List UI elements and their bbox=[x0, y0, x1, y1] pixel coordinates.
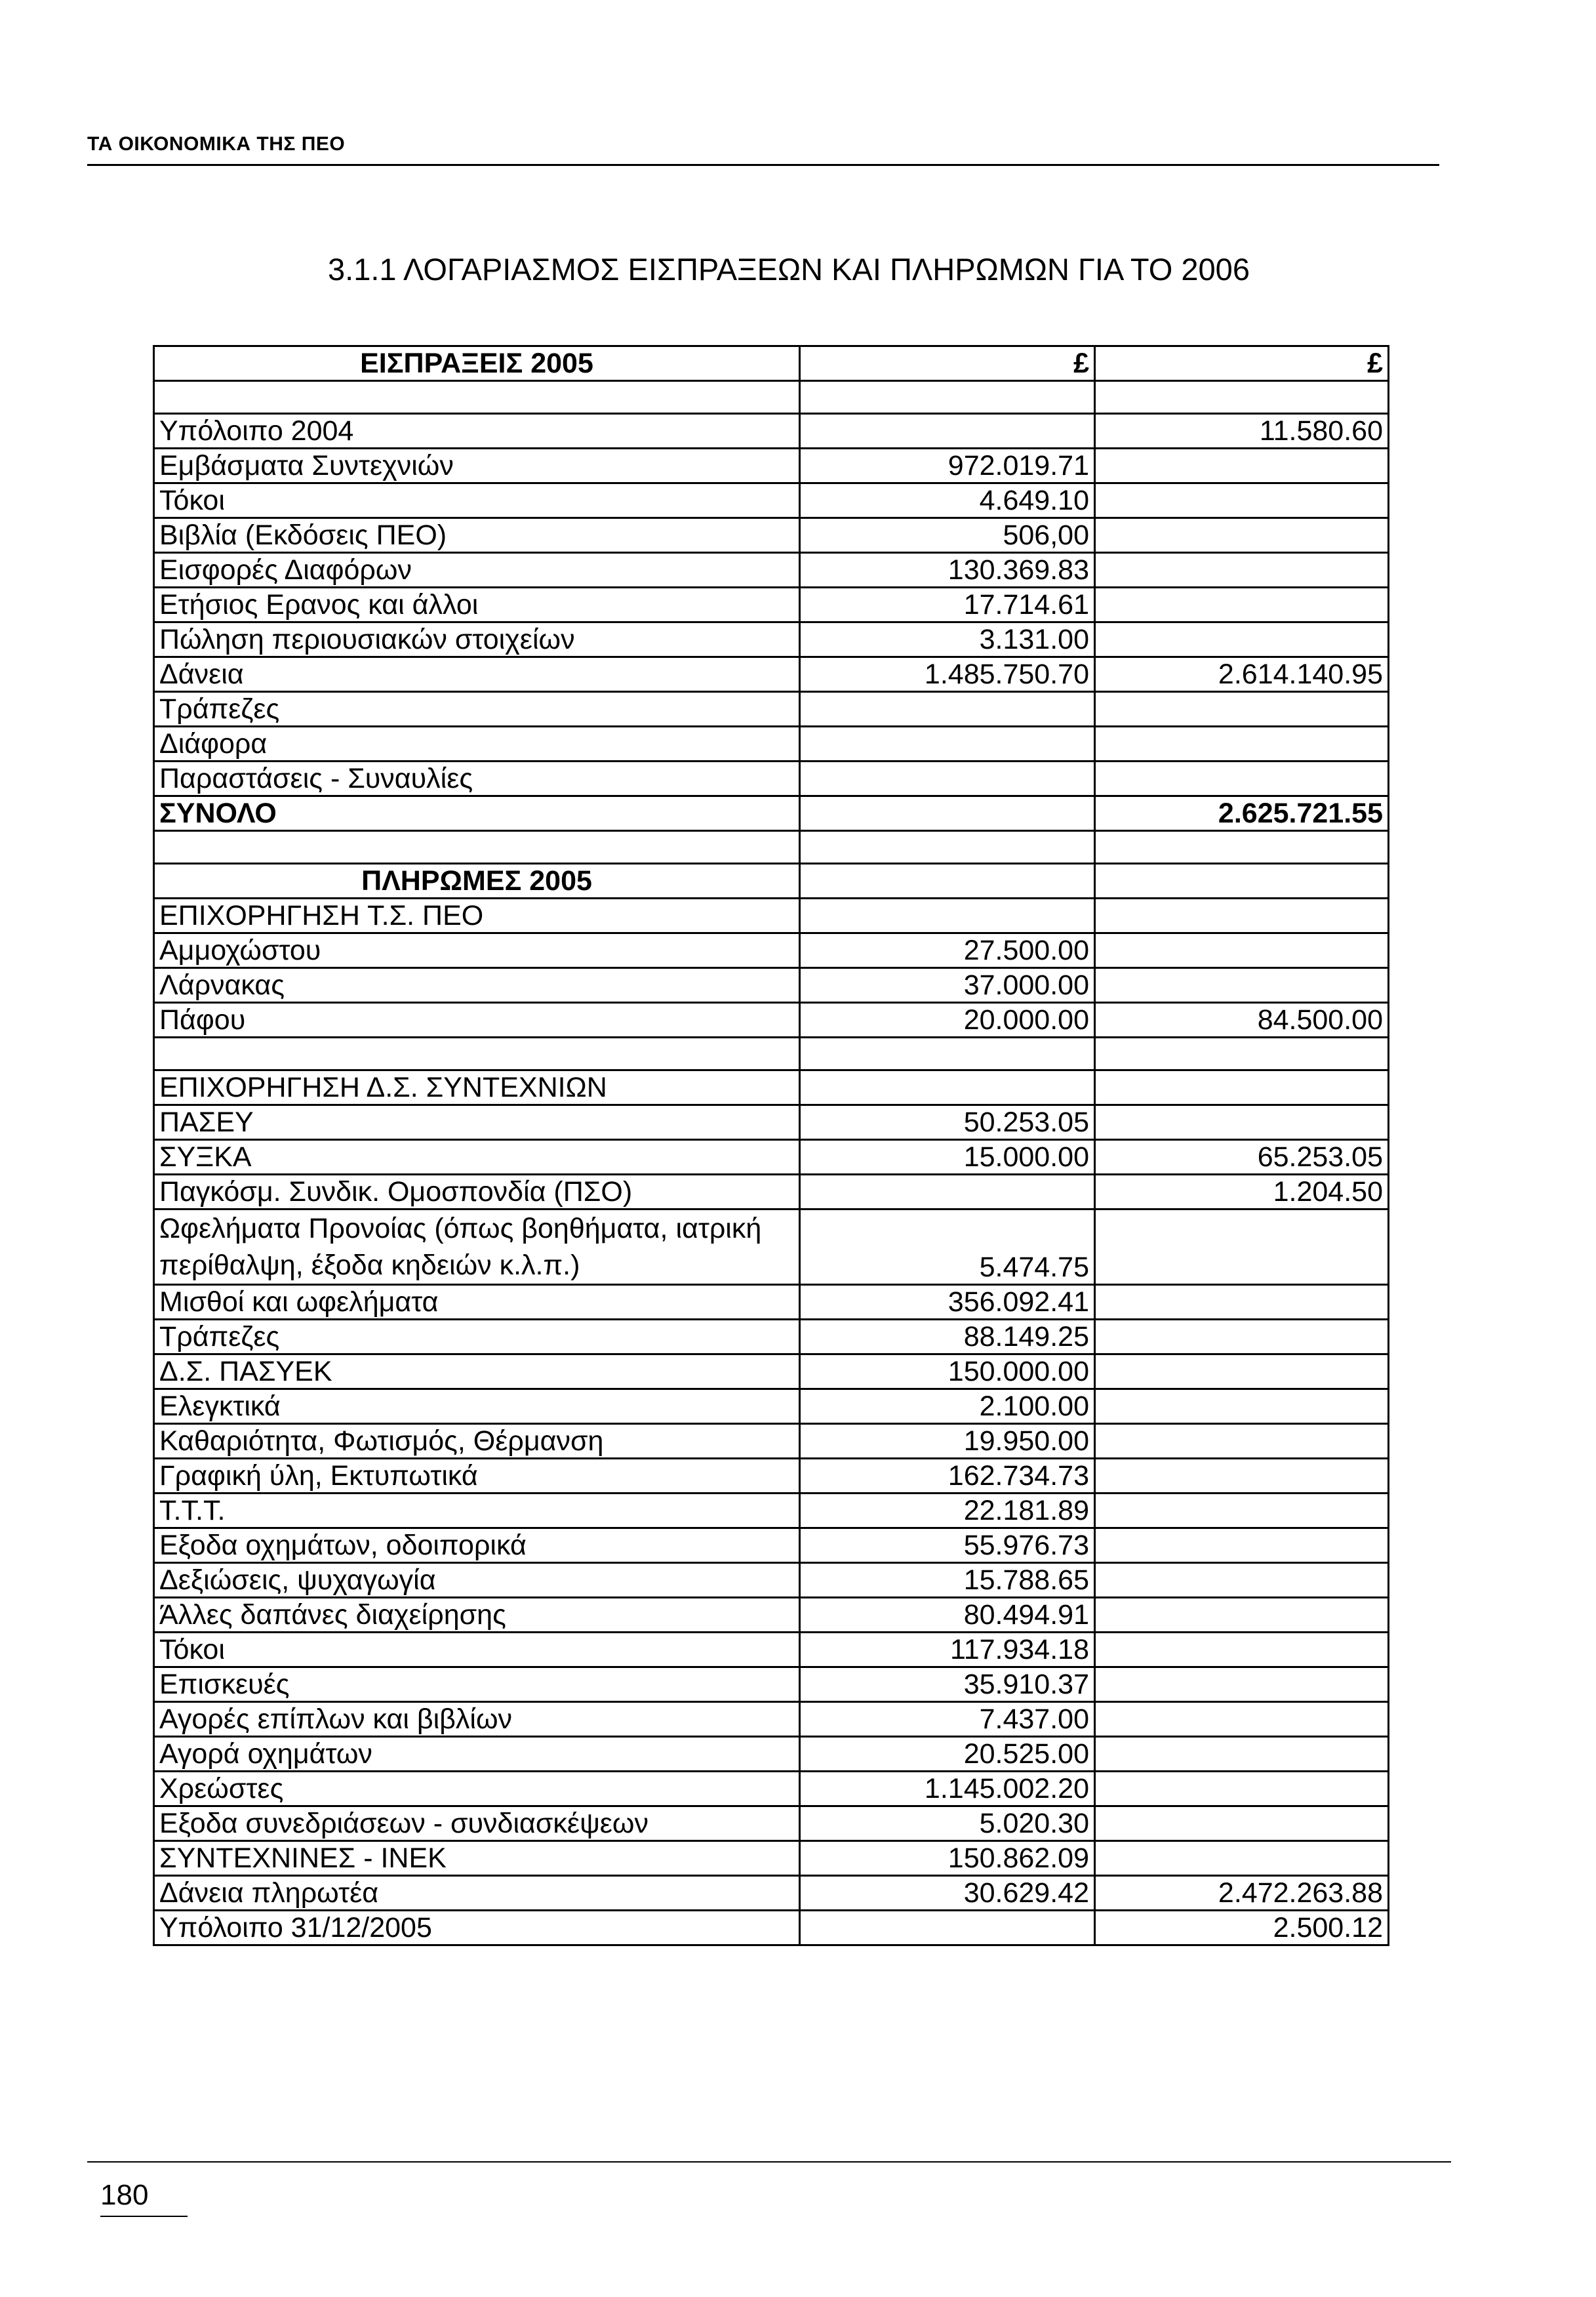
row-subtotal bbox=[1095, 1633, 1389, 1667]
row-subtotal bbox=[1095, 1285, 1389, 1320]
row-label: Αγορά οχημάτων bbox=[154, 1737, 800, 1772]
table-row bbox=[154, 1667, 1389, 1702]
table-row bbox=[154, 1424, 1389, 1459]
row-amount: 150.862.09 bbox=[800, 1841, 1095, 1876]
row-subtotal bbox=[1095, 1737, 1389, 1772]
row-subtotal bbox=[1095, 622, 1389, 657]
row-subtotal bbox=[1095, 553, 1389, 588]
row-subtotal: 84.500.00 bbox=[1095, 1003, 1389, 1038]
row-amount: £ bbox=[800, 346, 1095, 381]
row-subtotal bbox=[1095, 1389, 1389, 1424]
page-number: 180 bbox=[100, 2179, 149, 2211]
row-amount bbox=[800, 1038, 1095, 1070]
row-label: Τόκοι bbox=[154, 1633, 800, 1667]
row-subtotal bbox=[1095, 1702, 1389, 1737]
ledger-body bbox=[154, 346, 1389, 1945]
running-header: ΤΑ ΟΙΚΟΝΟΜΙΚΑ ΤΗΣ ΠΕΟ bbox=[87, 133, 346, 155]
row-subtotal: 2.614.140.95 bbox=[1095, 657, 1389, 692]
row-amount bbox=[800, 762, 1095, 796]
table-row bbox=[154, 1354, 1389, 1389]
row-label: Εξοδα οχημάτων, οδοιπορικά bbox=[154, 1528, 800, 1563]
footer-rule bbox=[87, 2161, 1451, 2163]
row-label: Τράπεζες bbox=[154, 692, 800, 727]
row-label: Εξοδα συνεδριάσεων - συνδιασκέψεων bbox=[154, 1806, 800, 1841]
row-label bbox=[154, 1038, 800, 1070]
row-label: ΠΛΗΡΩΜΕΣ 2005 bbox=[154, 864, 800, 899]
row-subtotal bbox=[1095, 692, 1389, 727]
row-subtotal bbox=[1095, 1320, 1389, 1354]
table-row bbox=[154, 1285, 1389, 1320]
row-amount: 2.100.00 bbox=[800, 1389, 1095, 1424]
row-amount: 150.000.00 bbox=[800, 1354, 1095, 1389]
table-row bbox=[154, 346, 1389, 381]
table-row bbox=[154, 518, 1389, 553]
table-row bbox=[154, 1459, 1389, 1494]
table-row bbox=[154, 1737, 1389, 1772]
table-row bbox=[154, 1070, 1389, 1105]
row-label: ΠΑΣΕΥ bbox=[154, 1105, 800, 1140]
page-number-rule bbox=[100, 2216, 188, 2217]
row-amount: 50.253.05 bbox=[800, 1105, 1095, 1140]
row-subtotal bbox=[1095, 1209, 1389, 1285]
row-label: Δάνεια πληρωτέα bbox=[154, 1876, 800, 1911]
row-label: ΕΠΙΧΟΡΗΓΗΣΗ Δ.Σ. ΣΥΝΤΕΧΝΙΩΝ bbox=[154, 1070, 800, 1105]
row-amount: 1.145.002.20 bbox=[800, 1772, 1095, 1806]
table-row bbox=[154, 831, 1389, 864]
row-label: Άλλες δαπάνες διαχείρησης bbox=[154, 1598, 800, 1633]
table-row bbox=[154, 1038, 1389, 1070]
row-amount: 20.525.00 bbox=[800, 1737, 1095, 1772]
row-subtotal bbox=[1095, 588, 1389, 622]
row-amount bbox=[800, 1911, 1095, 1945]
row-amount bbox=[800, 1175, 1095, 1209]
row-label: Ετήσιος Ερανος και άλλοι bbox=[154, 588, 800, 622]
row-label: Δεξιώσεις, ψυχαγωγία bbox=[154, 1563, 800, 1598]
row-subtotal bbox=[1095, 1841, 1389, 1876]
row-amount: 55.976.73 bbox=[800, 1528, 1095, 1563]
row-label: ΣΥΝΤΕΧΝΙΝΕΣ - ΙΝΕΚ bbox=[154, 1841, 800, 1876]
row-subtotal: 2.625.721.55 bbox=[1095, 796, 1389, 831]
row-label: ΕΠΙΧΟΡΗΓΗΣΗ Τ.Σ. ΠΕΟ bbox=[154, 899, 800, 933]
row-subtotal bbox=[1095, 1354, 1389, 1389]
row-amount bbox=[800, 727, 1095, 762]
row-subtotal bbox=[1095, 1494, 1389, 1528]
row-subtotal bbox=[1095, 1459, 1389, 1494]
row-subtotal bbox=[1095, 1424, 1389, 1459]
row-amount: 27.500.00 bbox=[800, 933, 1095, 968]
table-row bbox=[154, 762, 1389, 796]
row-subtotal bbox=[1095, 518, 1389, 553]
row-subtotal bbox=[1095, 1598, 1389, 1633]
row-label: Βιβλία (Εκδόσεις ΠΕΟ) bbox=[154, 518, 800, 553]
row-subtotal: 2.500.12 bbox=[1095, 1911, 1389, 1945]
row-subtotal bbox=[1095, 1772, 1389, 1806]
table-row bbox=[154, 414, 1389, 449]
table-row bbox=[154, 1528, 1389, 1563]
row-subtotal bbox=[1095, 1806, 1389, 1841]
row-label: Τ.Τ.Τ. bbox=[154, 1494, 800, 1528]
row-label: Καθαριότητα, Φωτισμός, Θέρμανση bbox=[154, 1424, 800, 1459]
row-amount bbox=[800, 831, 1095, 864]
row-subtotal bbox=[1095, 1105, 1389, 1140]
row-label: Εισφορές Διαφόρων bbox=[154, 553, 800, 588]
row-label: Επισκευές bbox=[154, 1667, 800, 1702]
row-amount bbox=[800, 1070, 1095, 1105]
table-row bbox=[154, 864, 1389, 899]
table-row bbox=[154, 692, 1389, 727]
row-amount: 506,00 bbox=[800, 518, 1095, 553]
row-label: Διάφορα bbox=[154, 727, 800, 762]
table-row bbox=[154, 1175, 1389, 1209]
table-row bbox=[154, 1494, 1389, 1528]
header-rule bbox=[87, 164, 1439, 166]
row-subtotal bbox=[1095, 1563, 1389, 1598]
table-row bbox=[154, 1320, 1389, 1354]
row-amount: 3.131.00 bbox=[800, 622, 1095, 657]
table-row bbox=[154, 1911, 1389, 1945]
table-row bbox=[154, 622, 1389, 657]
row-label: Τράπεζες bbox=[154, 1320, 800, 1354]
row-amount: 22.181.89 bbox=[800, 1494, 1095, 1528]
table-row bbox=[154, 1876, 1389, 1911]
row-subtotal: 11.580.60 bbox=[1095, 414, 1389, 449]
row-amount: 80.494.91 bbox=[800, 1598, 1095, 1633]
row-amount: 19.950.00 bbox=[800, 1424, 1095, 1459]
row-subtotal: 2.472.263.88 bbox=[1095, 1876, 1389, 1911]
row-subtotal bbox=[1095, 1038, 1389, 1070]
page-title: 3.1.1 ΛΟΓΑΡΙΑΣΜΟΣ ΕΙΣΠΡΑΞΕΩΝ ΚΑΙ ΠΛΗΡΩΜΩΝ ΓΙΑ ΤΟ 2006 bbox=[328, 252, 1250, 287]
table-row bbox=[154, 1389, 1389, 1424]
row-label: ΕΙΣΠΡΑΞΕΙΣ 2005 bbox=[154, 346, 800, 381]
row-subtotal bbox=[1095, 1528, 1389, 1563]
table-row bbox=[154, 657, 1389, 692]
row-label: Τόκοι bbox=[154, 483, 800, 518]
row-amount: 972.019.71 bbox=[800, 449, 1095, 483]
row-label: Υπόλοιπο 31/12/2005 bbox=[154, 1911, 800, 1945]
row-amount bbox=[800, 692, 1095, 727]
row-amount bbox=[800, 864, 1095, 899]
row-label bbox=[154, 381, 800, 414]
ledger-table bbox=[153, 345, 1389, 1946]
row-subtotal bbox=[1095, 381, 1389, 414]
row-label: ΣΥΞΚΑ bbox=[154, 1140, 800, 1175]
row-amount: 35.910.37 bbox=[800, 1667, 1095, 1702]
table-row bbox=[154, 899, 1389, 933]
table-row bbox=[154, 1702, 1389, 1737]
row-label: Χρεώστες bbox=[154, 1772, 800, 1806]
row-amount: 4.649.10 bbox=[800, 483, 1095, 518]
row-subtotal: 65.253.05 bbox=[1095, 1140, 1389, 1175]
row-label: Παγκόσμ. Συνδικ. Ομοσπονδία (ΠΣΟ) bbox=[154, 1175, 800, 1209]
row-subtotal bbox=[1095, 727, 1389, 762]
row-subtotal bbox=[1095, 864, 1389, 899]
row-label: Λάρνακας bbox=[154, 968, 800, 1003]
table-row bbox=[154, 553, 1389, 588]
row-amount: 17.714.61 bbox=[800, 588, 1095, 622]
row-subtotal: 1.204.50 bbox=[1095, 1175, 1389, 1209]
row-label: Αμμοχώστου bbox=[154, 933, 800, 968]
table-row bbox=[154, 1003, 1389, 1038]
table-row bbox=[154, 1563, 1389, 1598]
table-row bbox=[154, 796, 1389, 831]
row-amount bbox=[800, 796, 1095, 831]
row-label: Γραφική ύλη, Εκτυπωτικά bbox=[154, 1459, 800, 1494]
row-label: Ωφελήματα Προνοίας (όπως βοηθήματα, ιατρική περίθαλψη, έξοδα κηδειών κ.λ.π.) bbox=[154, 1209, 800, 1285]
row-amount bbox=[800, 414, 1095, 449]
row-subtotal bbox=[1095, 1070, 1389, 1105]
table-row bbox=[154, 1598, 1389, 1633]
row-label: ΣΥΝΟΛΟ bbox=[154, 796, 800, 831]
row-amount: 37.000.00 bbox=[800, 968, 1095, 1003]
table-row bbox=[154, 588, 1389, 622]
row-amount: 356.092.41 bbox=[800, 1285, 1095, 1320]
row-amount: 1.485.750.70 bbox=[800, 657, 1095, 692]
row-label: Παραστάσεις - Συναυλίες bbox=[154, 762, 800, 796]
row-subtotal bbox=[1095, 483, 1389, 518]
row-amount: 162.734.73 bbox=[800, 1459, 1095, 1494]
row-amount: 7.437.00 bbox=[800, 1702, 1095, 1737]
row-amount: 15.000.00 bbox=[800, 1140, 1095, 1175]
row-amount: 117.934.18 bbox=[800, 1633, 1095, 1667]
row-amount bbox=[800, 899, 1095, 933]
table-row bbox=[154, 1633, 1389, 1667]
row-label: Αγορές επίπλων και βιβλίων bbox=[154, 1702, 800, 1737]
row-label: Πώληση περιουσιακών στοιχείων bbox=[154, 622, 800, 657]
table-row bbox=[154, 449, 1389, 483]
table-row bbox=[154, 1140, 1389, 1175]
row-amount: 88.149.25 bbox=[800, 1320, 1095, 1354]
row-subtotal bbox=[1095, 762, 1389, 796]
row-amount: 30.629.42 bbox=[800, 1876, 1095, 1911]
row-amount bbox=[800, 381, 1095, 414]
row-amount: 130.369.83 bbox=[800, 553, 1095, 588]
table-row bbox=[154, 968, 1389, 1003]
table-row bbox=[154, 1209, 1389, 1285]
row-subtotal bbox=[1095, 449, 1389, 483]
table-row bbox=[154, 483, 1389, 518]
table-row bbox=[154, 1841, 1389, 1876]
table-row bbox=[154, 933, 1389, 968]
row-subtotal bbox=[1095, 1667, 1389, 1702]
table-row bbox=[154, 727, 1389, 762]
table-row bbox=[154, 1772, 1389, 1806]
row-amount: 5.020.30 bbox=[800, 1806, 1095, 1841]
row-amount: 20.000.00 bbox=[800, 1003, 1095, 1038]
row-label: Εμβάσματα Συντεχνιών bbox=[154, 449, 800, 483]
row-subtotal bbox=[1095, 968, 1389, 1003]
row-label: Μισθοί και ωφελήματα bbox=[154, 1285, 800, 1320]
row-subtotal bbox=[1095, 899, 1389, 933]
row-label: Δάνεια bbox=[154, 657, 800, 692]
row-label: Πάφου bbox=[154, 1003, 800, 1038]
row-label: Ελεγκτικά bbox=[154, 1389, 800, 1424]
row-label bbox=[154, 831, 800, 864]
row-subtotal bbox=[1095, 831, 1389, 864]
row-subtotal bbox=[1095, 933, 1389, 968]
row-amount: 5.474.75 bbox=[800, 1209, 1095, 1285]
table-row bbox=[154, 1806, 1389, 1841]
row-label: Δ.Σ. ΠΑΣΥΕΚ bbox=[154, 1354, 800, 1389]
table-row bbox=[154, 381, 1389, 414]
row-subtotal: £ bbox=[1095, 346, 1389, 381]
table-row bbox=[154, 1105, 1389, 1140]
row-amount: 15.788.65 bbox=[800, 1563, 1095, 1598]
row-label: Υπόλοιπο 2004 bbox=[154, 414, 800, 449]
